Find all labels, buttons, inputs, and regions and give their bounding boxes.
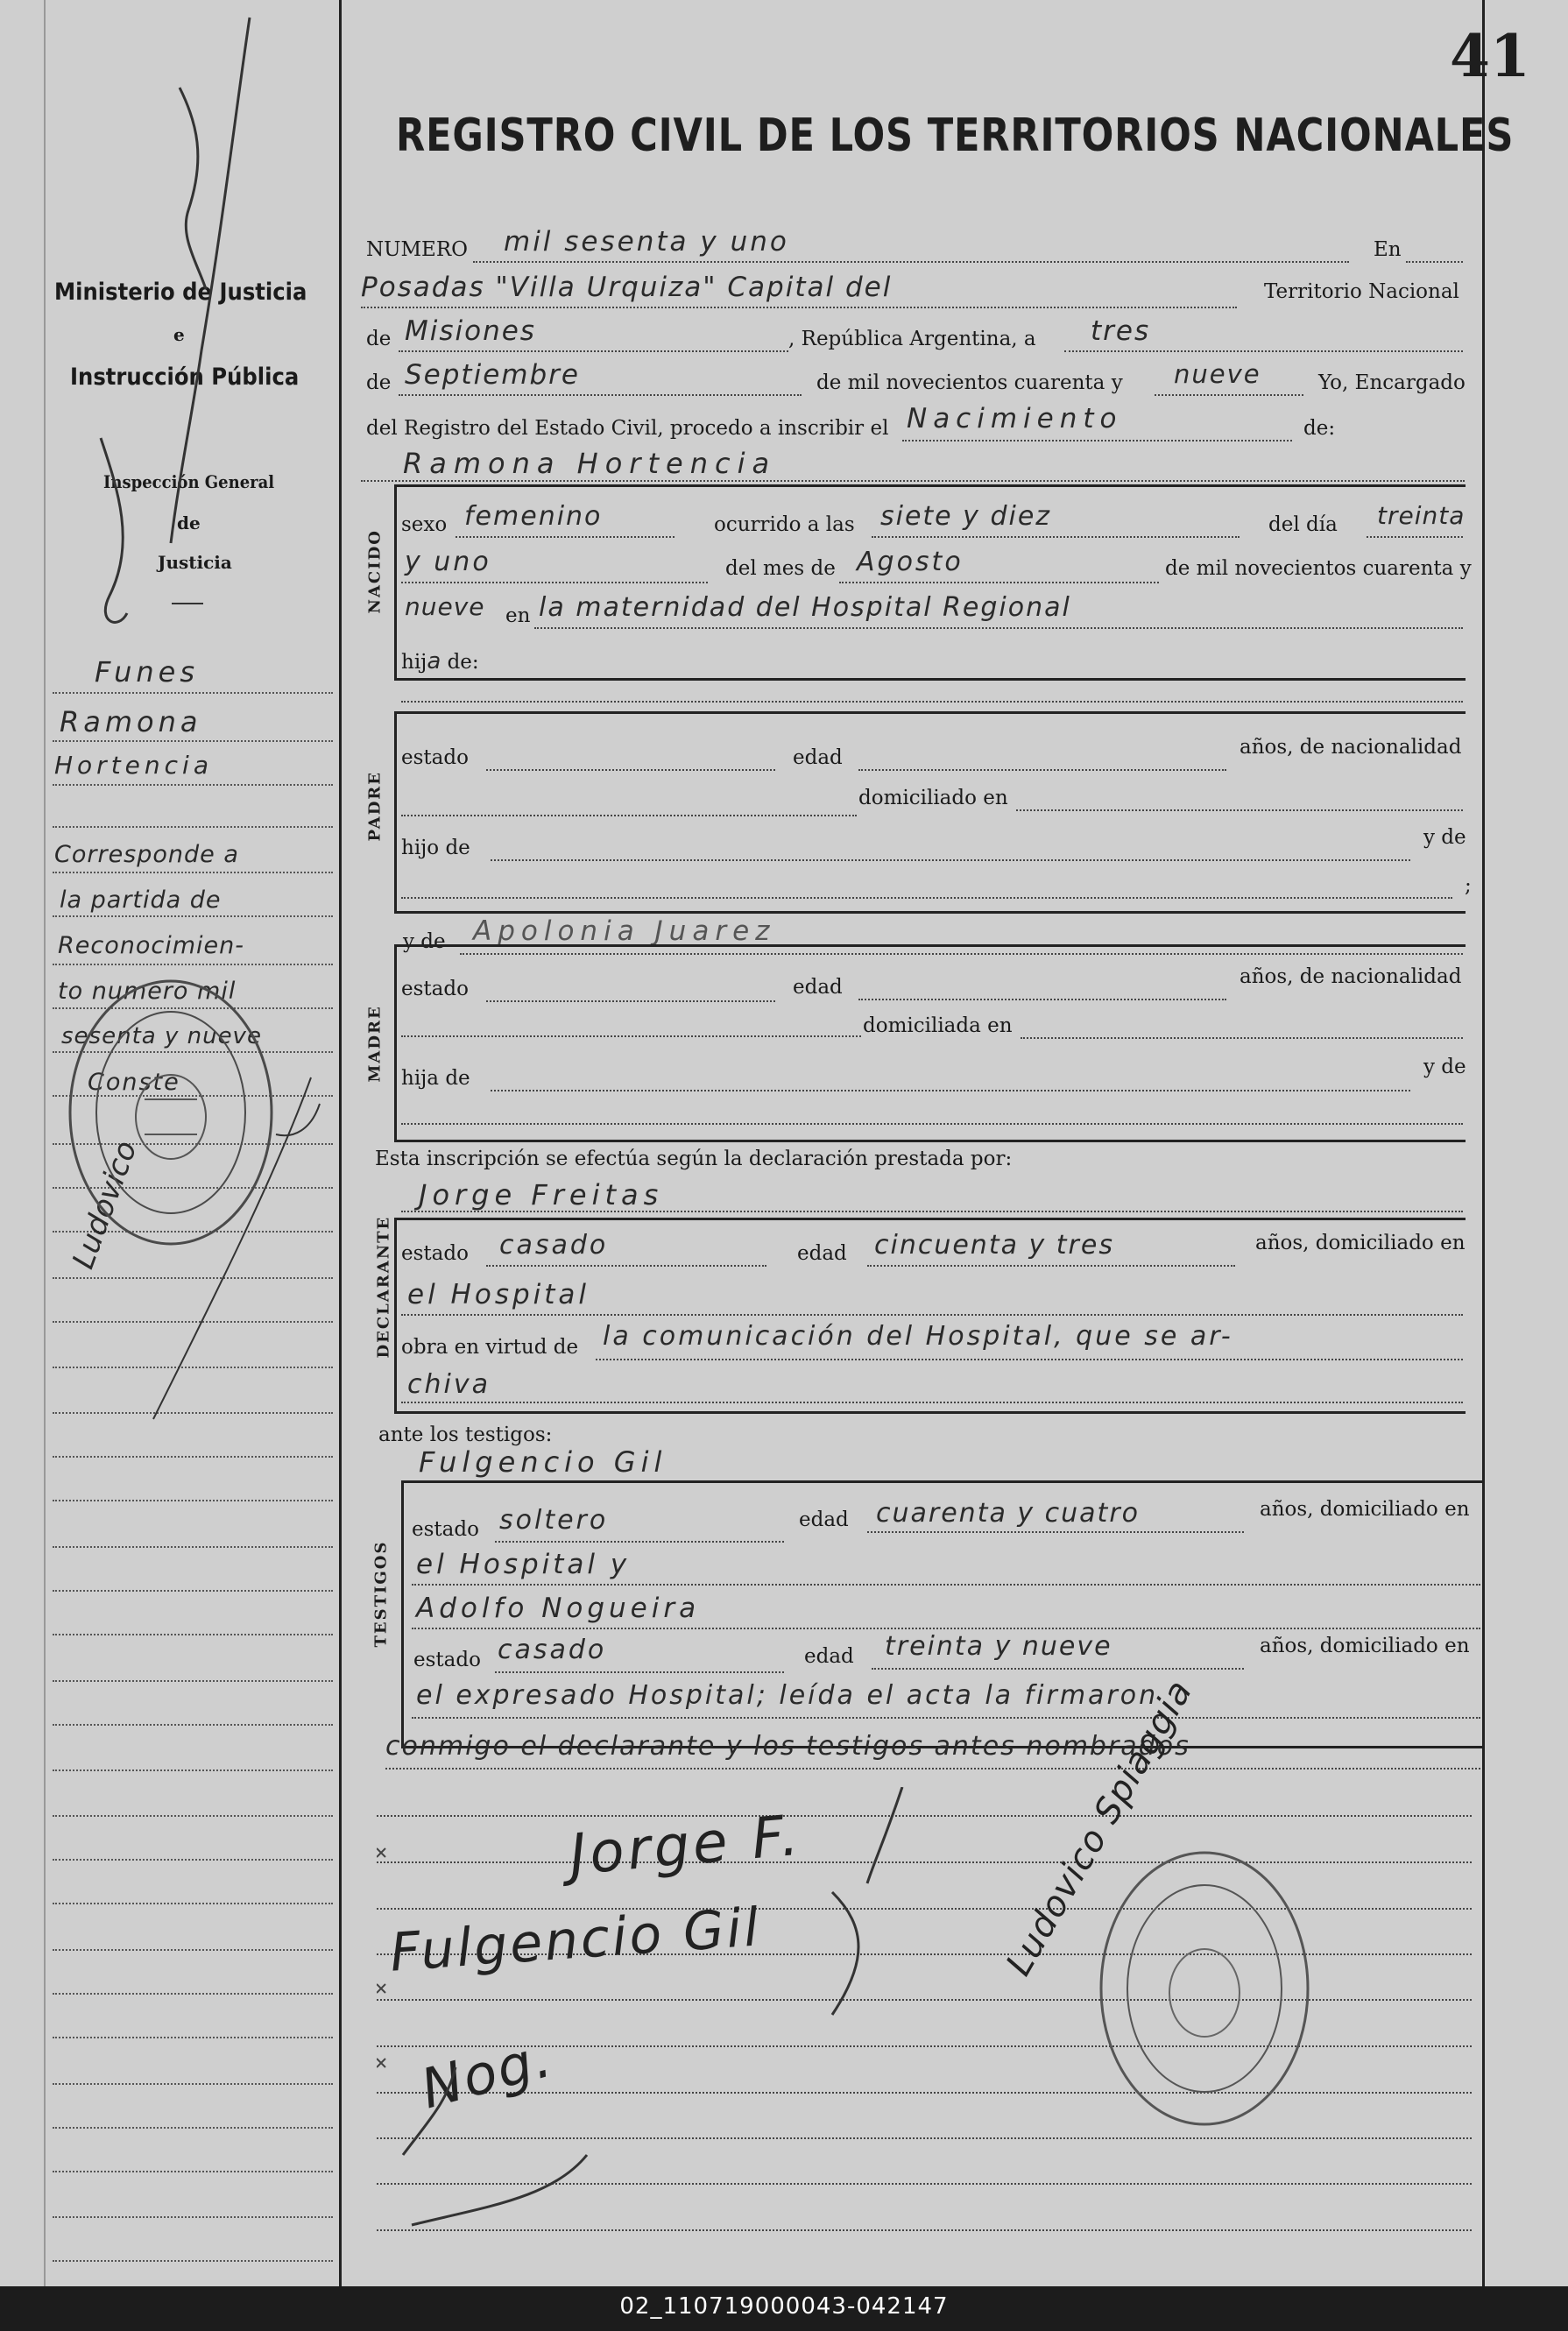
margin-rule: [53, 1680, 333, 1682]
sexo-dotline: [456, 536, 675, 538]
declarante-name-value[interactable]: Jorge Freitas: [419, 1178, 664, 1211]
ministry-line-1: Ministerio de Justicia: [54, 279, 307, 306]
mil-novecientos-label: de mil novecientos cuarenta y: [816, 371, 1123, 394]
day-dotline: [1064, 350, 1463, 352]
padre-domicilio-dotline: [1016, 809, 1463, 811]
declarante-edad-value[interactable]: cincuenta y tres: [874, 1230, 1114, 1261]
padre-edad-dotline: [858, 769, 1226, 771]
obra-dotline: [596, 1359, 1463, 1360]
testigo2-name-value[interactable]: Adolfo Nogueira: [416, 1593, 701, 1624]
obra-dotline-2: [401, 1402, 1463, 1403]
numero-label: NUMERO: [366, 238, 469, 261]
declarante-edad-label: edad: [797, 1242, 847, 1265]
padre-section-label: PADRE: [365, 771, 385, 842]
hora-dotline: [872, 536, 1240, 538]
madre-y-de-label: y de: [403, 930, 446, 953]
ministry-line-2: e: [173, 324, 185, 345]
lugar-value[interactable]: la maternidad del Hospital Regional: [539, 592, 1071, 623]
testigo2-estado-value[interactable]: casado: [498, 1635, 607, 1665]
yo-encargado-label: Yo, Encargado: [1318, 371, 1466, 394]
testigo1-edad-dotline: [867, 1531, 1244, 1533]
territorio-label: Territorio Nacional: [1264, 280, 1459, 303]
declarante-edad-dotline: [867, 1265, 1235, 1267]
de-label-2: de: [366, 371, 392, 394]
dia-value[interactable]: treinta: [1377, 501, 1466, 530]
del-dia-label: del día: [1268, 513, 1338, 536]
madre-domiciliada-label: domiciliada en: [863, 1014, 1013, 1037]
left-edge-line: [44, 0, 46, 2286]
signature-encargado[interactable]: Ludovico Spiaggia: [999, 1672, 1201, 1982]
testigo1-estado-dotline: [495, 1541, 784, 1543]
margin-rule: [53, 1590, 333, 1592]
inspection-line-3: Justicia: [158, 552, 232, 573]
month-value[interactable]: Septiembre: [405, 359, 580, 391]
del-mes-label: del mes de: [725, 557, 836, 580]
declarante-estado-label: estado: [401, 1242, 469, 1265]
testigo1-estado-label: estado: [412, 1518, 479, 1541]
year-dotline: [1155, 394, 1303, 396]
madre-edad-label: edad: [793, 976, 843, 999]
margin-seal: [61, 968, 289, 1257]
testigo2-estado-label: estado: [413, 1649, 481, 1671]
padre-name-dotline: [401, 701, 1463, 703]
margin-rule: [53, 1859, 333, 1861]
madre-name-value[interactable]: Apolonia Juarez: [473, 915, 776, 947]
padre-anos-label: años, de nacionalidad: [1240, 736, 1462, 759]
sexo-label: sexo: [401, 513, 448, 536]
footer-image-id: 02_110719000043-042147: [619, 2293, 949, 2320]
margin-note-line-2: la partida de: [60, 886, 222, 914]
padre-estado-label: estado: [401, 746, 469, 769]
padre-edad-label: edad: [793, 746, 843, 769]
closing-dotline-2: [385, 1768, 1480, 1769]
testigo1-domicilio-value[interactable]: el Hospital y: [416, 1549, 631, 1580]
closing-line-2[interactable]: conmigo el declarante y los testigos antes nombrados: [385, 1731, 1190, 1762]
margin-rule: [53, 2037, 333, 2038]
madre-estado-dotline: [486, 1000, 775, 1002]
place-dotline: [361, 307, 1237, 308]
hija-suffix[interactable]: a: [427, 648, 441, 675]
declarante-section-label: DECLARANTE: [374, 1215, 393, 1359]
margin-note-line-3: Reconocimien-: [58, 932, 244, 959]
mes-dotline: [839, 582, 1159, 583]
territory-value[interactable]: Misiones: [405, 315, 536, 347]
dia-value-2[interactable]: y uno: [405, 547, 491, 577]
madre-anos-label: años, de nacionalidad: [1240, 965, 1462, 988]
page-number: 41: [1450, 22, 1530, 90]
margin-rule: [53, 1500, 333, 1501]
madre-nac-dotline: [401, 1035, 861, 1037]
margin-divider-line: [339, 0, 342, 2286]
madre-estado-label: estado: [401, 978, 469, 1000]
margin-rule: [53, 1769, 333, 1771]
margin-rule: [53, 1993, 333, 1995]
child-name-dotline: [361, 480, 1465, 482]
margin-rule: [53, 1903, 333, 1904]
child-name-value[interactable]: Ramona Hortencia: [403, 447, 777, 480]
margin-rule: [53, 2083, 333, 2085]
obra-value[interactable]: la comunicación del Hospital, que se ar-: [603, 1321, 1233, 1352]
place-value[interactable]: Posadas "Villa Urquiza" Capital del: [361, 272, 893, 303]
padre-y-de-label: y de: [1423, 826, 1466, 849]
hija-de-label: de:: [447, 651, 479, 674]
right-border-line: [1482, 0, 1485, 2286]
declarante-estado-value[interactable]: casado: [499, 1230, 609, 1261]
margin-note-line-1: Corresponde a: [54, 841, 239, 868]
madre-domicilio-dotline: [1021, 1037, 1463, 1039]
margin-note-line-4: to numero mil: [58, 978, 237, 1005]
inspection-line-2: de: [177, 512, 201, 533]
madre-hija-dotline: [491, 1090, 1410, 1091]
testigo2-edad-label: edad: [804, 1645, 854, 1668]
dia-dotline-2: [401, 582, 708, 583]
hora-value[interactable]: siete y diez: [880, 501, 1052, 532]
testigo1-edad-value[interactable]: cuarenta y cuatro: [876, 1498, 1141, 1529]
testigo1-edad-label: edad: [799, 1508, 849, 1531]
testigo2-edad-value[interactable]: treinta y nueve: [885, 1631, 1112, 1662]
margin-rule: [53, 1634, 333, 1635]
hija-label-prefix: hij: [401, 651, 427, 674]
testigo1-estado-value[interactable]: soltero: [499, 1505, 609, 1536]
page-title: REGISTRO CIVIL DE LOS TERRITORIOS NACIONALES: [396, 109, 1515, 162]
padre-hijo-dotline: [491, 859, 1410, 861]
margin-rule: [53, 1949, 333, 1951]
numero-value[interactable]: mil sesenta y uno: [504, 226, 789, 258]
month-dotline: [399, 394, 802, 396]
nacido-year-value[interactable]: nueve: [405, 592, 485, 621]
padre-estado-dotline: [486, 769, 775, 771]
year-value[interactable]: nueve: [1174, 359, 1261, 389]
margin-surname: Funes: [95, 655, 200, 689]
margin-rule: [53, 1724, 333, 1726]
margin-note-line-6: Conste: [88, 1069, 180, 1096]
testigo1-domicilio-dotline: [412, 1584, 1480, 1586]
padre-nac-dotline: [401, 815, 857, 816]
testigos-section-label: TESTIGOS: [371, 1540, 391, 1648]
margin-ink-marks: [48, 0, 337, 1489]
padre-domiciliado-label: domiciliado en: [858, 787, 1008, 809]
dia-dotline: [1367, 536, 1463, 538]
signature-testigo-1[interactable]: Fulgencio Gil: [388, 1897, 764, 1984]
margin-rule: [53, 1815, 333, 1817]
madre-section-label: MADRE: [365, 1005, 385, 1083]
testigo2-name-dotline: [412, 1628, 1480, 1629]
closing-dotline-1: [412, 1717, 1480, 1719]
territory-dotline: [399, 350, 788, 352]
margin-rule: [53, 2171, 333, 2172]
numero-dotline: [473, 261, 1349, 263]
margin-signature: Ludovico: [66, 1136, 145, 1274]
declaracion-label: Esta inscripción se efectúa según la declaración prestada por:: [375, 1148, 1013, 1170]
margin-note-line-5: sesenta y nueve: [61, 1023, 262, 1049]
margin-rule: [53, 2216, 333, 2218]
signature-declarante[interactable]: Jorge F.: [567, 1803, 805, 1889]
testigo2-anos-label: años, domiciliado en: [1260, 1635, 1470, 1657]
hija-label: [401, 648, 479, 675]
declarante-estado-dotline: [486, 1265, 766, 1267]
act-dotline: [902, 440, 1292, 441]
nacido-mil-label: de mil novecientos cuarenta y: [1165, 557, 1472, 580]
ministry-line-3: Instrucción Pública: [70, 364, 300, 391]
margin-firstname: Ramona: [60, 705, 202, 738]
madre-y-de-dotline: [401, 1123, 1463, 1125]
testigo1-name-value[interactable]: Fulgencio Gil: [419, 1445, 667, 1479]
en-dotline: [1406, 261, 1463, 263]
testigos-label: ante los testigos:: [378, 1423, 553, 1446]
act-value[interactable]: Nacimiento: [907, 403, 1123, 434]
mes-value[interactable]: Agosto: [857, 547, 964, 577]
obra-label: obra en virtud de: [401, 1336, 579, 1359]
sexo-value[interactable]: femenino: [464, 501, 603, 532]
madre-y-de-label-2: y de: [1423, 1056, 1466, 1078]
inspection-line-1: Inspección General: [103, 471, 275, 492]
padre-y-de-dotline: [401, 897, 1452, 899]
margin-secondname: Hortencia: [54, 751, 213, 780]
margin-rule: [53, 2260, 333, 2262]
ocurrido-label: ocurrido a las: [714, 513, 855, 536]
de-label: de: [366, 328, 392, 350]
republica-label: , República Argentina, a: [788, 328, 1036, 350]
registro-label: del Registro del Estado Civil, procedo a inscribir el: [366, 417, 889, 440]
declarante-domicilio-dotline: [401, 1314, 1463, 1316]
madre-hija-label: hija de: [401, 1067, 470, 1090]
signature-testigo-2[interactable]: Nog.: [414, 2024, 560, 2122]
testigo1-anos-label: años, domiciliado en: [1260, 1498, 1470, 1521]
nacido-section-label: NACIDO: [365, 529, 385, 614]
de-colon-label: de:: [1303, 417, 1336, 440]
declarante-domicilio-value[interactable]: el Hospital: [407, 1279, 590, 1310]
obra-value-2[interactable]: chiva: [407, 1369, 491, 1400]
margin-rule: [53, 2127, 333, 2129]
official-seal: [1091, 1840, 1318, 2137]
margin-rule: [53, 1546, 333, 1548]
day-value[interactable]: tres: [1091, 315, 1151, 347]
testigo2-edad-dotline: [872, 1668, 1244, 1670]
nacido-en-label: en: [505, 604, 531, 627]
lugar-dotline: [534, 627, 1463, 629]
declarante-anos-label: años, domiciliado en: [1255, 1232, 1466, 1254]
padre-hijo-label: hijo de: [401, 837, 470, 859]
padre-semicolon: ;: [1465, 874, 1472, 897]
testigo2-estado-dotline: [495, 1671, 784, 1673]
en-label: En: [1374, 238, 1402, 261]
closing-line-1[interactable]: el expresado Hospital; leída el acta la firmaron: [416, 1680, 1159, 1711]
madre-edad-dotline: [858, 999, 1226, 1000]
